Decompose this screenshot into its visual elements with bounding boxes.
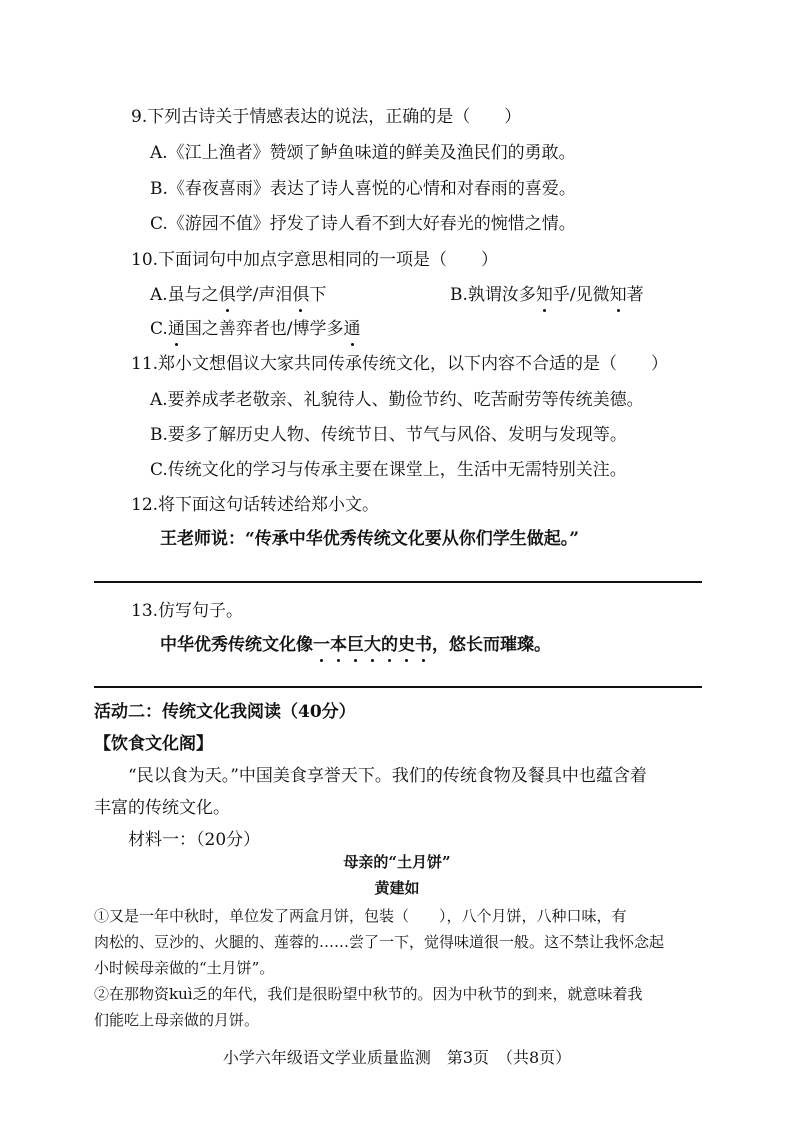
q10-b-dotted-char: 知: [535, 285, 553, 305]
q10-a-text: A.虽与之: [150, 285, 219, 305]
q10-c-dotted-char: 通: [343, 319, 361, 339]
q9-option-b: B.《春夜喜雨》表达了诗人喜悦的心情和对春雨的喜爱。: [150, 179, 576, 199]
q9-option-a: A.《江上渔者》赞颂了鲈鱼味道的鲜美及渔民们的勇敢。: [150, 143, 576, 163]
q13-dotted-char: 巨: [347, 635, 364, 655]
q13-text: 中华优秀传统文化像: [160, 635, 313, 655]
q13-stem: 13.仿写句子。: [131, 601, 244, 621]
q12-stem: 12.将下面这句话转述给郑小文。: [131, 495, 380, 515]
q12-quote: 王老师说：“传承中华优秀传统文化要从你们学生做起。”: [160, 529, 580, 549]
intro-line-1: “民以食为天。”中国美食享誉天下。我们的传统食物及餐具中也蕴含着: [128, 766, 647, 786]
q10-c-dotted-char: 通: [167, 319, 185, 339]
section-title: 【饮食文化阁】: [94, 734, 213, 754]
q10-option-a: [150, 284, 326, 306]
q10-b-text: 乎/见微: [552, 285, 610, 305]
q9-option-c: C.《游园不值》抒发了诗人看不到大好春光的惋惜之情。: [150, 214, 576, 234]
material-label: 材料一：（20分）: [128, 830, 261, 850]
page-footer: 小学六年级语文学业质量监测 第3页 （共8页）: [222, 1048, 572, 1067]
passage-title: 母亲的“土月饼”: [343, 853, 451, 871]
passage-p1-line1: ①又是一年中秋时，单位发了两盒月饼，包装（ ），八个月饼，八种口味，有: [94, 907, 627, 925]
q11-option-c: C.传统文化的学习与传承主要在课堂上，生活中无需特别关注。: [150, 460, 627, 480]
q10-b-dotted-char: 知: [609, 285, 627, 305]
q13-dotted-char: 的: [381, 635, 398, 655]
q10-b-text: 著: [626, 285, 644, 305]
q10-c-text: C.: [150, 319, 168, 339]
answer-line: [94, 686, 702, 688]
q9-stem: 9.下列古诗关于情感表达的说法，正确的是（ ）: [131, 107, 522, 127]
passage-p2-line2: 们能吃上母亲做的月饼。: [94, 1011, 260, 1029]
passage-p1-line3: 小时候母亲做的“土月饼”。: [94, 959, 275, 977]
q13-sentence: [160, 634, 551, 656]
answer-line: [94, 581, 702, 583]
q13-dotted-char: 本: [330, 635, 347, 655]
q10-a-dotted-char: 俱: [292, 285, 310, 305]
q10-a-dotted-char: 俱: [218, 285, 236, 305]
q13-dotted-char: 书: [415, 635, 432, 655]
q13-dotted-char: 大: [364, 635, 381, 655]
q10-option-b: [450, 284, 644, 306]
q13-dotted-char: 一: [313, 635, 330, 655]
q13-dotted-char: 史: [398, 635, 415, 655]
q10-b-text: B.孰谓汝多: [450, 285, 536, 305]
passage-p1-line2: 肉松的、豆沙的、火腿的、莲蓉的……尝了一下，觉得味道很一般。这不禁让我怀念起: [94, 933, 665, 951]
q10-stem: 10.下面词句中加点字意思相同的一项是（ ）: [131, 250, 499, 270]
q10-a-text: 学/声泪: [235, 285, 293, 305]
activity-title: 活动二：传统文化我阅读（40分）: [94, 702, 356, 722]
q10-c-text: 国之善弈者也/博学多: [184, 319, 344, 339]
q11-option-b: B.要多了解历史人物、传统节日、节气与风俗、发明与发现等。: [150, 425, 627, 445]
intro-line-2: 丰富的传统文化。: [94, 798, 230, 818]
q13-text: ，悠长而璀璨。: [432, 635, 551, 655]
passage-author: 黄建如: [374, 879, 420, 897]
q10-option-c: [150, 318, 361, 340]
q10-a-text: 下: [309, 285, 327, 305]
passage-p2-line1: ②在那物资kuì乏的年代，我们是很盼望中秋节的。因为中秋节的到来，就意味着我: [94, 985, 643, 1003]
q11-stem: 11.郑小文想倡议大家共同传承传统文化，以下内容不合适的是（ ）: [131, 354, 669, 374]
q11-option-a: A.要养成孝老敬亲、礼貌待人、勤俭节约、吃苦耐劳等传统美德。: [150, 390, 644, 410]
